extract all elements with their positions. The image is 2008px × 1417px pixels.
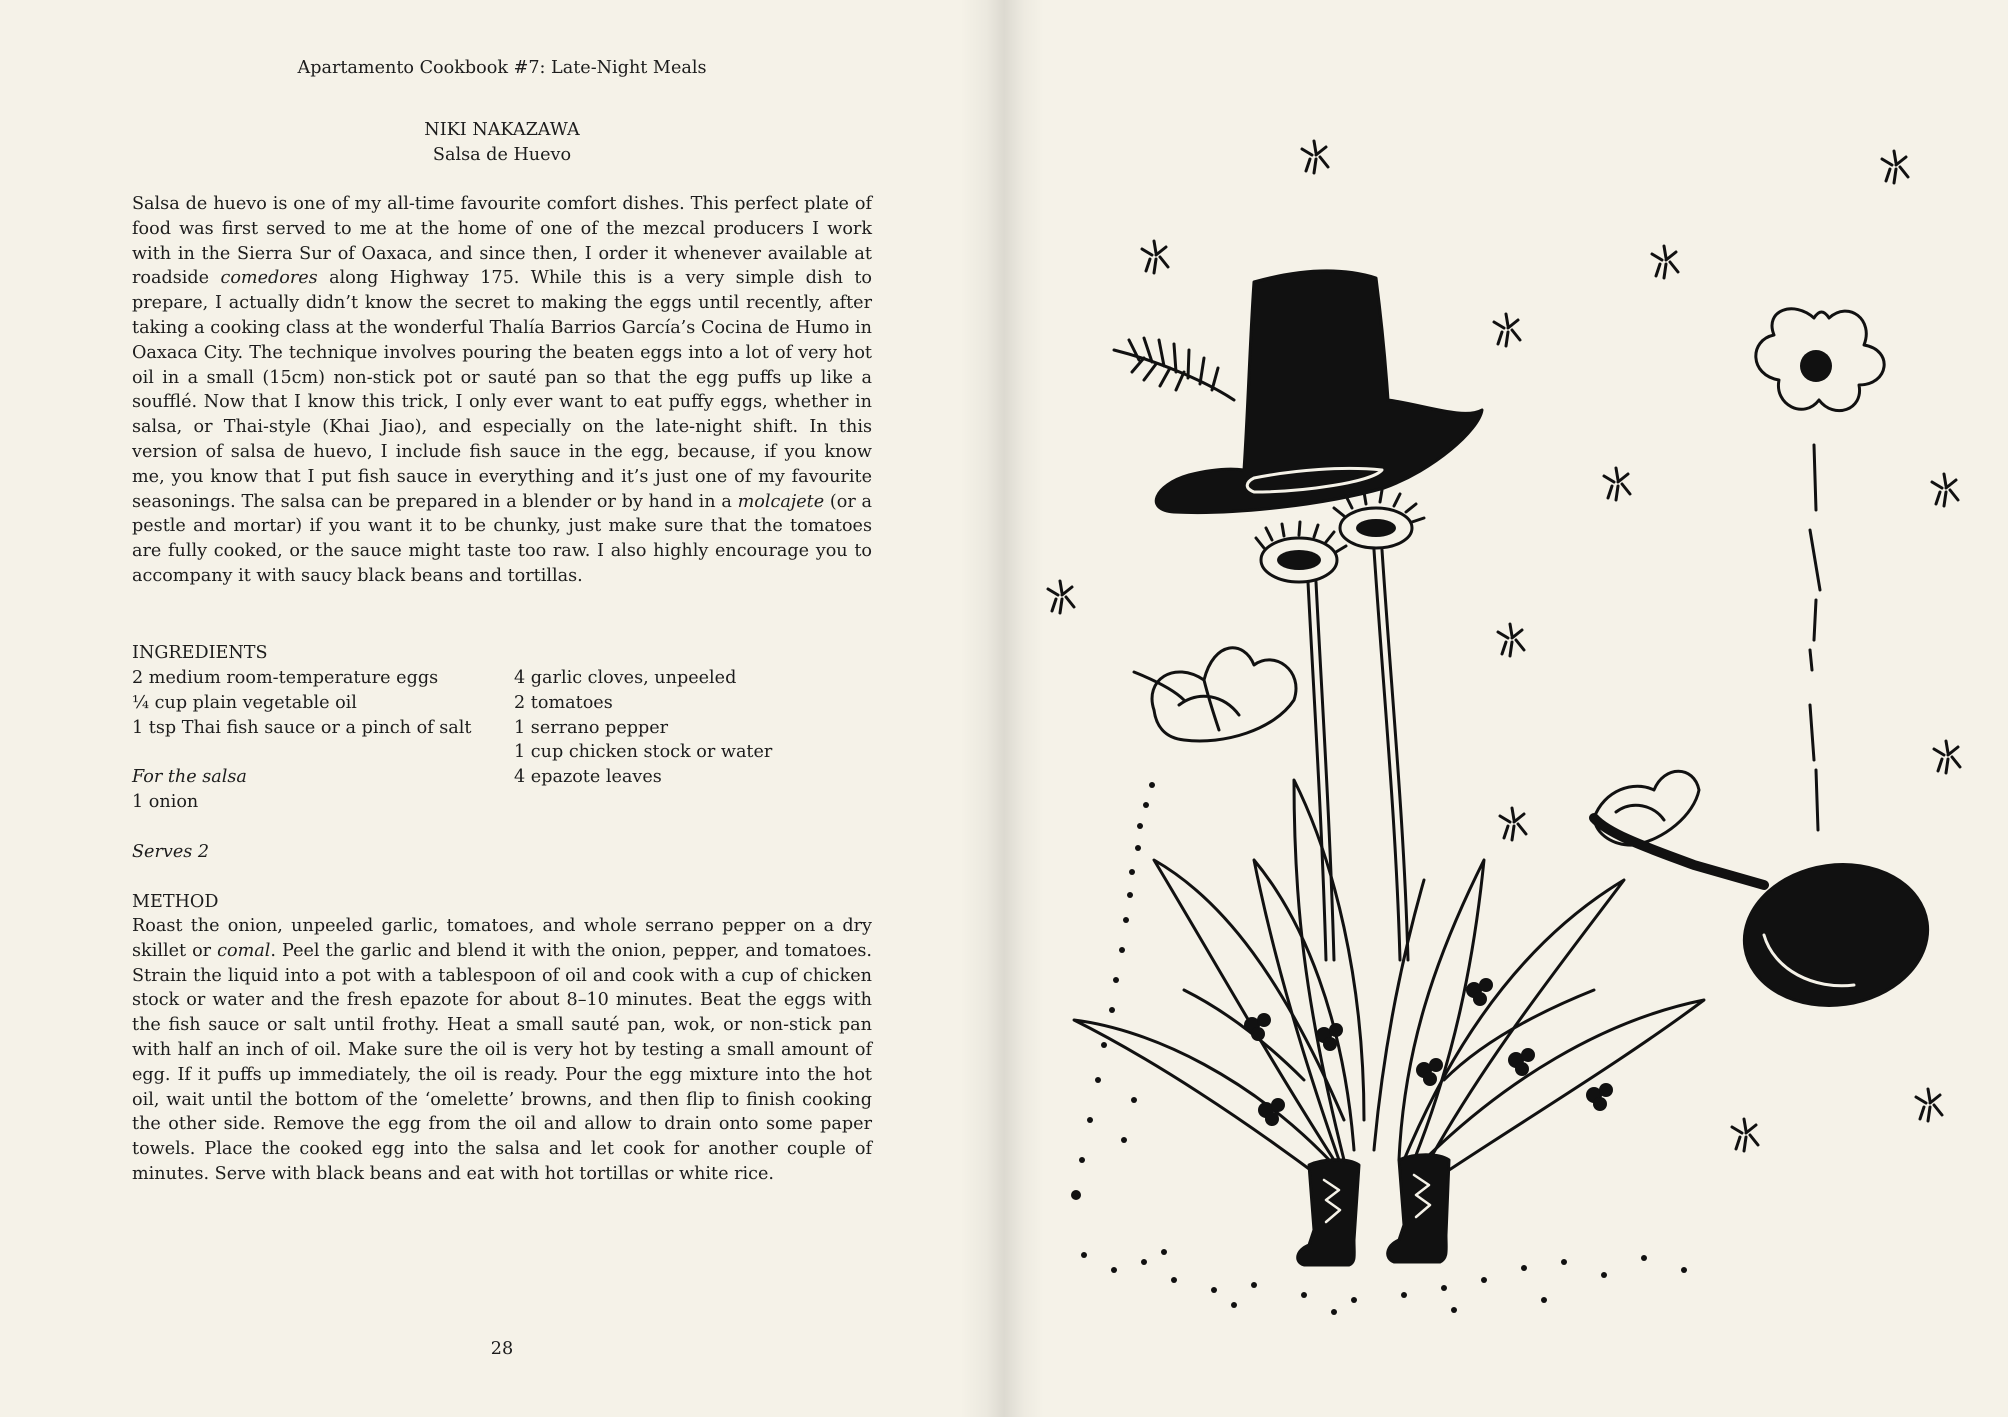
sparkle-icon: [1302, 141, 1328, 173]
method-heading: METHOD: [132, 892, 219, 912]
method-text-1: Roast the onion, unpeeled garlic, tomatoes, and whole serrano pepper on a dry skillet or: [132, 916, 872, 961]
intro-text-3: (or a pestle and mortar) if you want it to be chunky, just make sure that the tomatoes are fully cooked, or the sauce might taste too raw. I also highly encourage you to accompany it with saucy black beans and tortillas.: [132, 491, 872, 586]
sparkle-icon: [1604, 468, 1630, 500]
ingredient-item: 4 epazote leaves: [514, 767, 662, 788]
sparkle-icon: [1652, 246, 1678, 278]
ingredient-item: 4 garlic cloves, unpeeled: [514, 668, 737, 688]
sparkle-icon: [1932, 474, 1958, 506]
tulip-icon: [1134, 648, 1296, 741]
intro-emphasis-2: molcajete: [737, 491, 825, 512]
dots: [1071, 782, 1687, 1315]
ingredients-column-1: [132, 666, 472, 740]
sparkle-icon: [1732, 1119, 1758, 1151]
sparkle-icon: [1934, 741, 1960, 773]
page-number: 28: [490, 1339, 514, 1359]
sparkle-icon: [1498, 624, 1524, 656]
recipe-title: Salsa de Huevo: [432, 145, 572, 165]
sparkle-icon: [1494, 314, 1520, 346]
ingredients-heading: INGREDIENTS: [132, 643, 268, 663]
running-head: Apartamento Cookbook #7: Late-Night Meals: [297, 58, 707, 78]
ingredient-item: 1 tsp Thai fish sauce or a pinch of salt: [132, 717, 472, 738]
boots-icon: [1298, 1155, 1449, 1265]
ingredients-column-2: [514, 666, 772, 790]
sparkle-icon: [1916, 1089, 1942, 1121]
ingredient-item: 2 tomatoes: [514, 692, 613, 713]
intro-text-2: along Highway 175. While this is a very simple dish to prepare, I actually didn’t know the secret to making the eggs until recently, after taking a cooking class at the wonderful Thalía Barrios García’s Cocina de Humo in Oaxaca City. The technique involves pouring the beaten eggs into a lot of very hot oil in a small (15cm) non-stick pot or sauté pan so that the egg puffs up like a soufflé. Now that I know this trick, I only ever want to eat puffy eggs, whether in salsa, or Thai-style (Khai Jiao), and especially on the late-night shift. In this version of salsa de huevo, I include fish sauce in the egg, because, if you know me, you know that I put fish sauce in everything and it’s just one of my favourite seasonings. The salsa can be prepared in a blender or by hand in a: [132, 268, 872, 512]
ingredient-item: 1 onion: [132, 792, 199, 812]
method-emphasis: comal: [217, 940, 271, 961]
sparkle-icon: [1500, 808, 1526, 840]
gutter-shadow-left: [960, 0, 1004, 1417]
ingredient-item: 1 cup chicken stock or water: [514, 742, 773, 763]
intro-emphasis-1: comedores: [220, 268, 318, 289]
salsa-subheading: For the salsa: [132, 767, 247, 787]
sparkle-icon: [1048, 581, 1074, 613]
ingredient-item: 2 medium room-temperature eggs: [132, 668, 439, 688]
ingredient-item: ¼ cup plain vegetable oil: [132, 692, 357, 713]
intro-paragraph: [132, 192, 872, 589]
hat-icon: [1114, 271, 1482, 513]
sparkle-icon: [1882, 151, 1908, 183]
intro-text-1: Salsa de huevo is one of my all-time favourite comfort dishes. This perfect plate of food was first served to me at the home of one of the mezcal producers I work with in the Sierra Sur of Oaxaca, and since then, I order it whenever available at roadside: [132, 194, 872, 289]
frying-pan-icon: [1594, 771, 1937, 1017]
ingredient-item: 1 serrano pepper: [514, 717, 669, 738]
method-text-2: . Peel the garlic and blend it with the onion, pepper, and tomatoes. Strain the liquid into a pot with a tablespoon of oil and cook with a cup of chicken stock or water and the fresh epazote for about 8–10 minutes. Beat the eggs with the fish sauce or salt until frothy. Heat a small sauté pan, wok, or non-stick pan with half an inch of oil. Make sure the oil is very hot by testing a small amount of egg. If it puffs up immediately, the oil is ready. Pour the egg mixture into the hot oil, wait until the bottom of the ‘omelette’ browns, and then flip to finish cooking the other side. Remove the egg from the oil and allow to drain onto some paper towels. Place the cooked egg into the salsa and let cook for another couple of minutes. Serve with black beans and eat with hot tortillas or white rice.: [132, 940, 872, 1184]
illustration: [1004, 0, 2008, 1417]
serves-note: Serves 2: [132, 842, 210, 862]
author-name: NIKI NAKAZAWA: [424, 120, 580, 140]
method-paragraph: [132, 914, 872, 1187]
sparkle-icon: [1142, 241, 1168, 273]
fried-egg-icon: [1756, 309, 1884, 830]
